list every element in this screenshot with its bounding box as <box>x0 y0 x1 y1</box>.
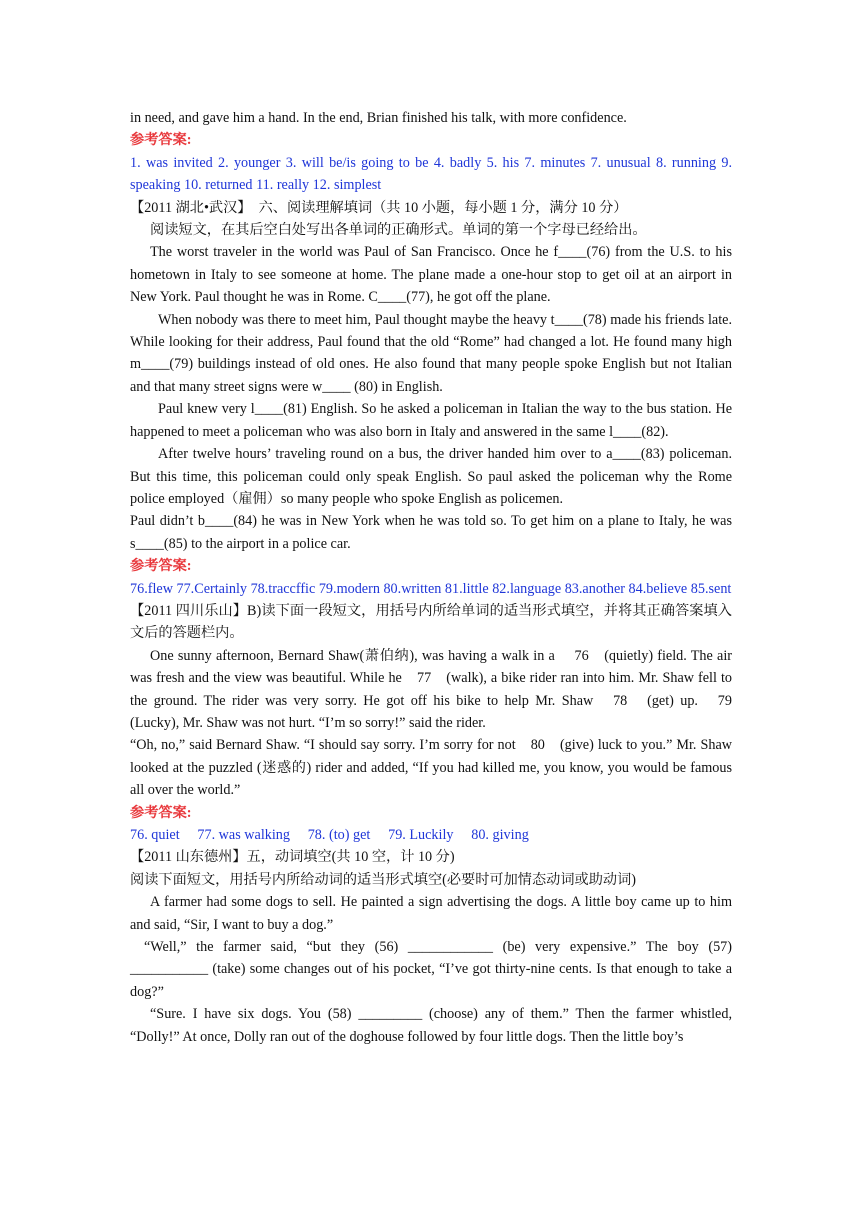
document-page <box>130 107 747 1048</box>
paragraph: One sunny afternoon, Bernard Shaw(萧伯纳), was having a walk in a 76 (quietly) field. The air was fresh and the view was beautiful. While he 77 (walk), a bike rider ran into him. Mr. Shaw fell to the ground. The rider was very sorry. He got off his bike to help Mr. Shaw 78 (get) up. 79 (Lucky), Mr. Shaw was not hurt. “I’m so sorry!” said the rider. <box>130 647 747 731</box>
answer-heading: 参考答案: <box>130 132 192 149</box>
instruction-line: 阅读短文，在其后空白处写出各单词的正确形式。单词的第一个字母已经给出。 <box>150 222 647 239</box>
section-heading: 【2011 四川乐山】B)读下面一段短文，用括号内所给单词的适当形式填空，并将其正确答案填入文后的答题栏内。 <box>130 602 732 642</box>
paragraph: When nobody was there to meet him, Paul thought maybe the heavy t____(78) made his friends late. While looking for their address, Paul found that the old “Rome” had changed a lot. He found many high m____(79) buildings instead of old ones. He also found that many people spoke English but not Italian and that many street signs were w____ (80) in English. <box>130 311 732 395</box>
answer-line: 76.flew 77.Certainly 78.traccffic 79.modern 80.written 81.little 82.language 83.another 84.believe 85.sent <box>130 580 732 597</box>
paragraph: “Well,” the farmer said, “but they (56) ____________ (be) very expensive.” The boy (57) ___________ (take) some changes out of his pocket, “I’ve got thirty-nine cents. Is that enough to take a dog?” <box>130 939 732 1000</box>
paragraph: The worst traveler in the world was Paul of San Francisco. Once he f____(76) from the U.S. to his hometown in Italy to see someone at home. The plane made a one-hour stop to get oil at an airport in New York. Paul thought he was in Rome. C____(77), he got off the plane. <box>130 244 732 306</box>
answer-heading: 参考答案: <box>130 804 192 821</box>
section-heading: 【2011 山东德州】五，动词填空(共 10 空，计 10 分) <box>130 849 455 866</box>
paragraph: “Oh, no,” said Bernard Shaw. “I should say sorry. I’m sorry for not 80 (give) luck to you.” Mr. Shaw looked at the puzzled (迷惑的) rider and added, “If you had killed me, you know, you would be famous all over the world.” <box>130 737 732 799</box>
section-heading: 【2011 湖北•武汉】 六、阅读理解填词（共 10 小题，每小题 1 分，满分 10 分） <box>130 199 628 216</box>
answer-line: 1. was invited 2. younger 3. will be/is going to be 4. badly 5. his 7. minutes 7. unusual 8. running 9. speaking 10. returned 11. really 12. simplest <box>130 154 732 194</box>
paragraph: Paul knew very l____(81) English. So he asked a policeman in Italian the way to the bus station. He happened to meet a policeman who was also born in Italy and answered in the same l____(82). <box>130 401 732 440</box>
paragraph: Paul didn’t b____(84) he was in New York when he was told so. To get him on a plane to Italy, he was s____(85) to the airport in a police car. <box>130 513 732 552</box>
answer-line: 76. quiet 77. was walking 78. (to) get 79. Luckily 80. giving <box>130 827 529 843</box>
paragraph: A farmer had some dogs to sell. He painted a sign advertising the dogs. A little boy came up to him and said, “Sir, I want to buy a dog.” <box>130 894 732 933</box>
text-line: in need, and gave him a hand. In the end, Brian finished his talk, with more confidence. <box>130 110 627 126</box>
paragraph: “Sure. I have six dogs. You (58) _________ (choose) any of them.” Then the farmer whistled, “Dolly!” At once, Dolly ran out of the doghouse followed by four little dogs. Then the little boy’s <box>130 1006 732 1045</box>
paragraph: After twelve hours’ traveling round on a bus, the driver handed him over to a____(83) policeman. But this time, this policeman could only speak English. So paul asked the policeman why the Rome police employed（雇佣）so many people who spoke English as policemen. <box>130 446 732 507</box>
instruction-line: 阅读下面短文，用括号内所给动词的适当形式填空(必要时可加情态动词或助动词) <box>130 871 637 888</box>
answer-heading: 参考答案: <box>130 558 192 575</box>
